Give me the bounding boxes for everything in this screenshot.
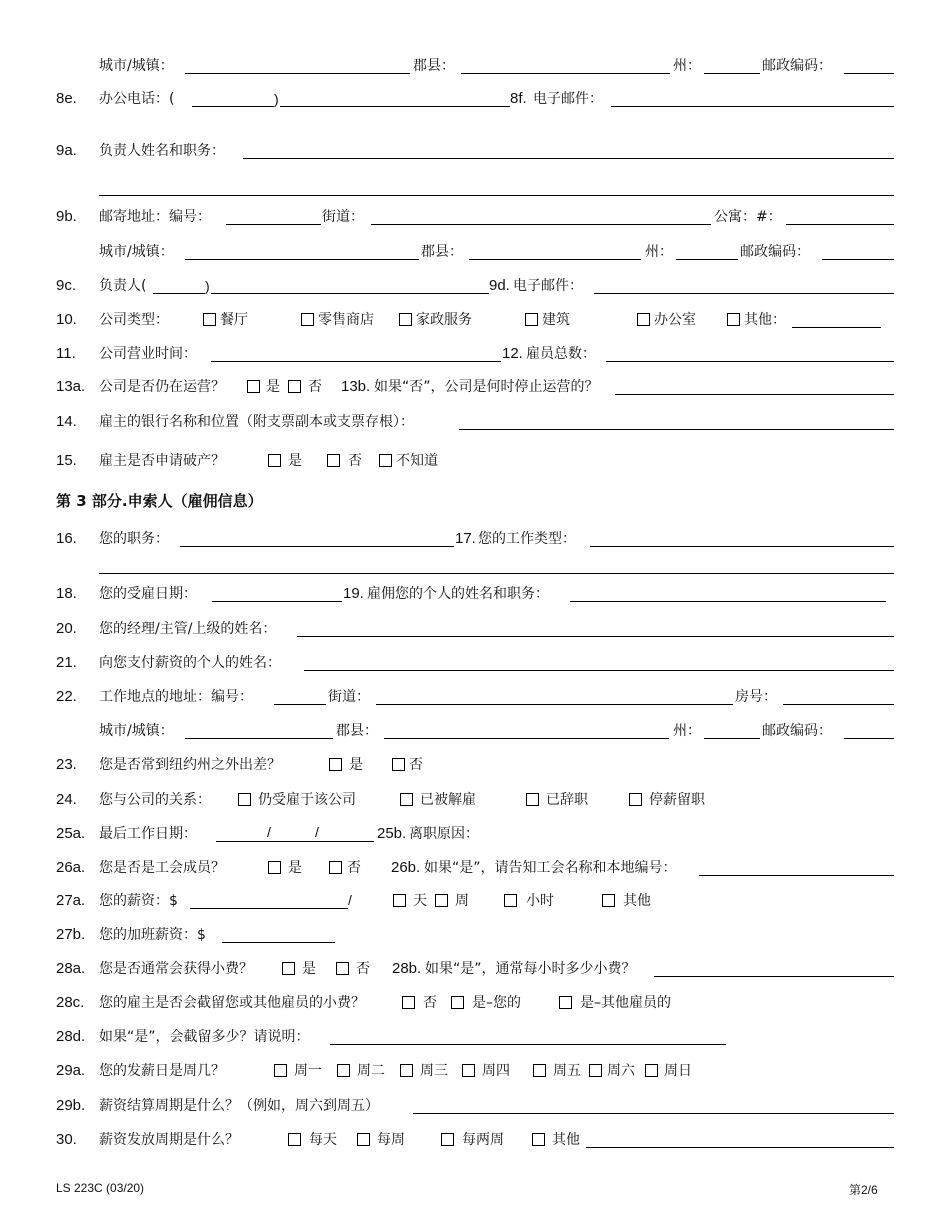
relationship-label: 您与公司的关系： [99, 792, 211, 808]
option-monday: 周一 [294, 1063, 322, 1079]
checkbox-travel-no[interactable] [392, 758, 405, 771]
option-fired: 已被解雇 [420, 792, 476, 808]
item-number: 24. [56, 791, 77, 808]
job-title-field[interactable] [180, 546, 454, 547]
item-number: 23. [56, 756, 77, 773]
item-number: 22. [56, 688, 77, 705]
option-domestic: 家政服务 [416, 312, 472, 328]
city-label: 城市/城镇： [99, 723, 174, 739]
item-number: 9b. [56, 208, 77, 225]
company-type-label: 公司类型： [99, 312, 169, 328]
county-field[interactable] [469, 259, 641, 260]
item-number: 26b. [391, 859, 421, 876]
work-street-field[interactable] [376, 704, 733, 705]
item-number: 27b. [56, 926, 86, 943]
manager-name-label: 负责人姓名和职务： [99, 143, 225, 159]
tips-withheld-label: 您的雇主是否会截留您或其他雇员的小费？ [99, 995, 365, 1011]
pay-period-field[interactable] [413, 1113, 894, 1114]
apt-label: 公寓：#： [714, 209, 782, 225]
option-no: 否 [348, 453, 362, 469]
item-number: 27a. [56, 892, 86, 909]
city-field[interactable] [185, 73, 410, 74]
checkbox-retail[interactable] [301, 313, 314, 326]
checkbox-other[interactable] [727, 313, 740, 326]
item-number: 8f. [510, 90, 527, 107]
total-employees-label: 雇员总数： [526, 346, 596, 362]
checkbox-still-employed[interactable] [238, 793, 251, 806]
option-no: 否 [423, 995, 437, 1011]
item-number: 8e. [56, 90, 77, 107]
work-number-field[interactable] [274, 704, 326, 705]
option-office: 办公室 [654, 312, 696, 328]
state-label: 州： [673, 723, 701, 739]
item-number: 14. [56, 413, 77, 430]
option-leave: 停薪留职 [649, 792, 705, 808]
checkbox-thursday[interactable] [462, 1064, 475, 1077]
option-day: 天 [413, 893, 427, 909]
checkbox-per-day[interactable] [393, 894, 406, 907]
option-construction: 建筑 [542, 312, 570, 328]
form-id: LS 223C (03/20) [56, 1181, 145, 1195]
option-wednesday: 周三 [420, 1063, 448, 1079]
pay-frequency-label: 薪资发放周期是什么？ [99, 1132, 239, 1148]
overtime-wage-label: 您的加班薪资：$ [99, 927, 206, 943]
street-label: 街道： [322, 209, 364, 225]
other-type-field[interactable] [792, 327, 881, 328]
checkbox-daily[interactable] [288, 1133, 301, 1146]
option-yes: 是 [288, 453, 302, 469]
state-field[interactable] [704, 73, 760, 74]
last-day-field[interactable] [216, 841, 374, 842]
total-employees-field[interactable] [606, 361, 894, 362]
zip-field[interactable] [844, 738, 894, 739]
option-no: 否 [347, 860, 361, 876]
item-number: 21. [56, 654, 77, 671]
item-number: 25a. [56, 825, 86, 842]
item-number: 26a. [56, 859, 86, 876]
option-saturday: 周六 [607, 1063, 635, 1079]
supervisor-name-label: 您的经理/主管/上级的姓名： [99, 621, 277, 637]
item-number: 11. [56, 345, 76, 362]
option-tuesday: 周二 [357, 1063, 385, 1079]
email-label: 电子邮件： [513, 278, 583, 294]
union-member-label: 您是否是工会成员？ [99, 860, 225, 876]
work-type-field[interactable] [590, 546, 894, 547]
page-number: 第2/6 [849, 1183, 878, 1197]
payer-name-field[interactable] [304, 670, 894, 671]
option-hour: 小时 [526, 893, 554, 909]
checkbox-monday[interactable] [274, 1064, 287, 1077]
union-name-field[interactable] [699, 875, 894, 876]
option-resigned: 已辞职 [546, 792, 588, 808]
wage-separator: / [348, 892, 352, 908]
overtime-wage-field[interactable] [222, 942, 335, 943]
county-label: 郡县： [413, 58, 455, 74]
option-yes: 是 [302, 961, 316, 977]
checkbox-operating-no[interactable] [288, 380, 301, 393]
work-address-label: 工作地点的地址：编号： [99, 689, 253, 705]
county-field[interactable] [384, 738, 669, 739]
option-daily: 每天 [309, 1132, 337, 1148]
wage-field[interactable] [190, 908, 348, 909]
option-other: 其他 [623, 893, 651, 909]
option-no: 否 [409, 757, 423, 773]
checkbox-bankruptcy-unknown[interactable] [379, 454, 392, 467]
item-number: 28c. [56, 994, 85, 1011]
bankruptcy-label: 雇主是否申请破产？ [99, 453, 225, 469]
option-no: 否 [356, 961, 370, 977]
tips-label: 您是否通常会获得小费？ [99, 961, 253, 977]
option-yes-yours: 是–您的 [472, 995, 521, 1011]
payday-label: 您的发薪日是周几？ [99, 1063, 225, 1079]
street-label: 街道： [328, 689, 370, 705]
manager-phone-label: 负责人( [99, 278, 147, 294]
item-number: 18. [56, 585, 77, 602]
option-restaurant: 餐厅 [220, 312, 248, 328]
stopped-when-label: 如果“否”，公司是何时停止运营的？ [374, 379, 599, 395]
item-number: 29a. [56, 1062, 86, 1079]
checkbox-per-other[interactable] [602, 894, 615, 907]
option-biweekly: 每两周 [462, 1132, 504, 1148]
paren-close: ) [274, 91, 279, 107]
checkbox-union-no[interactable] [329, 861, 342, 874]
option-retail: 零售商店 [318, 312, 374, 328]
option-yes: 是 [288, 860, 302, 876]
checkbox-frequency-other[interactable] [532, 1133, 545, 1146]
job-title-label: 您的职务： [99, 531, 169, 547]
item-number: 9a. [56, 142, 77, 159]
item-number: 20. [56, 620, 77, 637]
checkbox-travel-yes[interactable] [329, 758, 342, 771]
office-phone-area-code[interactable] [192, 106, 274, 107]
checkbox-tips-yes[interactable] [282, 962, 295, 975]
tips-per-hour-field[interactable] [654, 976, 894, 977]
state-label: 州： [645, 244, 673, 260]
item-number: 9c. [56, 277, 77, 294]
county-label: 郡县： [421, 244, 463, 260]
tips-per-hour-label: 如果“是”，通常每小时多少小费？ [425, 961, 636, 977]
business-hours-field[interactable] [211, 361, 501, 362]
option-sunday: 周日 [664, 1063, 692, 1079]
city-label: 城市/城镇： [99, 58, 174, 74]
checkbox-withheld-no[interactable] [402, 996, 415, 1009]
checkbox-weekly[interactable] [357, 1133, 370, 1146]
item-number: 10. [56, 311, 77, 328]
work-type-field-line2[interactable] [99, 573, 894, 574]
item-number: 28a. [56, 960, 86, 977]
item-number: 15. [56, 452, 77, 469]
city-field[interactable] [185, 738, 333, 739]
option-yes: 是 [266, 379, 280, 395]
item-number: 13b. [341, 378, 371, 395]
option-other: 其他 [552, 1132, 580, 1148]
checkbox-per-week[interactable] [435, 894, 448, 907]
item-number: 30. [56, 1131, 77, 1148]
item-number: 19. [343, 585, 364, 602]
checkbox-friday[interactable] [533, 1064, 546, 1077]
checkbox-tips-no[interactable] [336, 962, 349, 975]
hire-date-label: 您的受雇日期： [99, 586, 197, 602]
withheld-amount-field[interactable] [330, 1044, 726, 1045]
checkbox-wednesday[interactable] [400, 1064, 413, 1077]
travel-label: 您是否常到纽约州之外出差？ [99, 757, 281, 773]
checkbox-office[interactable] [637, 313, 650, 326]
option-still-employed: 仍受雇于该公司 [258, 792, 356, 808]
email-field[interactable] [611, 106, 894, 107]
payer-name-label: 向您支付薪资的个人的姓名： [99, 655, 281, 671]
checkbox-saturday[interactable] [589, 1064, 602, 1077]
pay-period-label: 薪资结算周期是什么？（例如，周六到周五） [99, 1098, 379, 1114]
wage-label: 您的薪资：$ [99, 893, 178, 909]
street-field[interactable] [371, 224, 711, 225]
item-number: 25b. [377, 825, 407, 842]
city-field[interactable] [185, 259, 419, 260]
checkbox-construction[interactable] [525, 313, 538, 326]
zip-label: 邮政编码： [762, 723, 832, 739]
item-number: 29b. [56, 1097, 86, 1114]
section-3-title: 第 3 部分.申索人（雇佣信息） [56, 492, 263, 510]
last-day-label: 最后工作日期： [99, 826, 197, 842]
option-thursday: 周四 [482, 1063, 510, 1079]
checkbox-resigned[interactable] [526, 793, 539, 806]
zip-label: 邮政编码： [740, 244, 810, 260]
city-label: 城市/城镇： [99, 244, 174, 260]
room-label: 房号： [735, 689, 777, 705]
hirer-name-field[interactable] [570, 601, 886, 602]
supervisor-name-field[interactable] [297, 636, 894, 637]
option-friday: 周五 [553, 1063, 581, 1079]
paren-close: ) [205, 278, 210, 294]
state-label: 州： [673, 58, 701, 74]
item-number: 17. [455, 530, 476, 547]
checkbox-bankruptcy-yes[interactable] [268, 454, 281, 467]
checkbox-withheld-others[interactable] [559, 996, 572, 1009]
checkbox-leave[interactable] [629, 793, 642, 806]
manager-phone-field[interactable] [211, 293, 489, 294]
county-label: 郡县： [336, 723, 378, 739]
work-type-label: 您的工作类型： [478, 531, 576, 547]
checkbox-union-yes[interactable] [268, 861, 281, 874]
county-field[interactable] [461, 73, 670, 74]
checkbox-sunday[interactable] [645, 1064, 658, 1077]
date-separator: / [267, 824, 271, 840]
checkbox-domestic[interactable] [399, 313, 412, 326]
item-number: 13a. [56, 378, 86, 395]
option-week: 周 [455, 893, 469, 909]
office-phone-field[interactable] [280, 106, 510, 107]
zip-field[interactable] [822, 259, 894, 260]
date-separator: / [315, 824, 319, 840]
apt-field[interactable] [786, 224, 894, 225]
room-field[interactable] [783, 704, 894, 705]
option-unknown: 不知道 [396, 453, 438, 469]
item-number: 9d. [489, 277, 510, 294]
option-weekly: 每周 [377, 1132, 405, 1148]
business-hours-label: 公司营业时间： [99, 346, 197, 362]
option-other: 其他： [744, 312, 786, 328]
state-field[interactable] [676, 259, 738, 260]
frequency-other-field[interactable] [586, 1147, 894, 1148]
manager-email-field[interactable] [594, 293, 894, 294]
manager-name-field-line2[interactable] [99, 195, 894, 196]
bank-label: 雇主的银行名称和位置（附支票副本或支票存根）： [99, 414, 414, 430]
checkbox-restaurant[interactable] [203, 313, 216, 326]
bank-field[interactable] [459, 429, 894, 430]
still-operating-label: 公司是否仍在运营？ [99, 379, 225, 395]
union-name-label: 如果“是”，请告知工会名称和本地编号： [424, 860, 677, 876]
mailing-number-field[interactable] [226, 224, 321, 225]
email-label: 电子邮件： [533, 91, 603, 107]
checkbox-tuesday[interactable] [337, 1064, 350, 1077]
hirer-name-label: 雇佣您的个人的姓名和职务： [367, 586, 549, 602]
state-field[interactable] [704, 738, 760, 739]
checkbox-bankruptcy-no[interactable] [327, 454, 340, 467]
checkbox-biweekly[interactable] [441, 1133, 454, 1146]
stopped-when-field[interactable] [615, 394, 894, 395]
leave-reason-label: 离职原因： [409, 826, 479, 842]
checkbox-per-hour[interactable] [504, 894, 517, 907]
item-number: 28d. [56, 1028, 86, 1045]
option-yes-others: 是–其他雇员的 [580, 995, 671, 1011]
zip-label: 邮政编码： [762, 58, 832, 74]
option-yes: 是 [349, 757, 363, 773]
checkbox-withheld-yours[interactable] [451, 996, 464, 1009]
item-number: 12. [502, 345, 523, 362]
mailing-address-label: 邮寄地址：编号： [99, 209, 211, 225]
office-phone-label: 办公电话：( [99, 91, 175, 107]
item-number: 28b. [392, 960, 422, 977]
checkbox-fired[interactable] [400, 793, 413, 806]
hire-date-field[interactable] [212, 601, 342, 602]
option-no: 否 [308, 379, 322, 395]
item-number: 16. [56, 530, 77, 547]
withheld-amount-label: 如果“是”，会截留多少？请说明： [99, 1029, 310, 1045]
manager-phone-area-code[interactable] [153, 293, 205, 294]
manager-name-field[interactable] [243, 158, 894, 159]
zip-field[interactable] [844, 73, 894, 74]
checkbox-operating-yes[interactable] [247, 380, 260, 393]
